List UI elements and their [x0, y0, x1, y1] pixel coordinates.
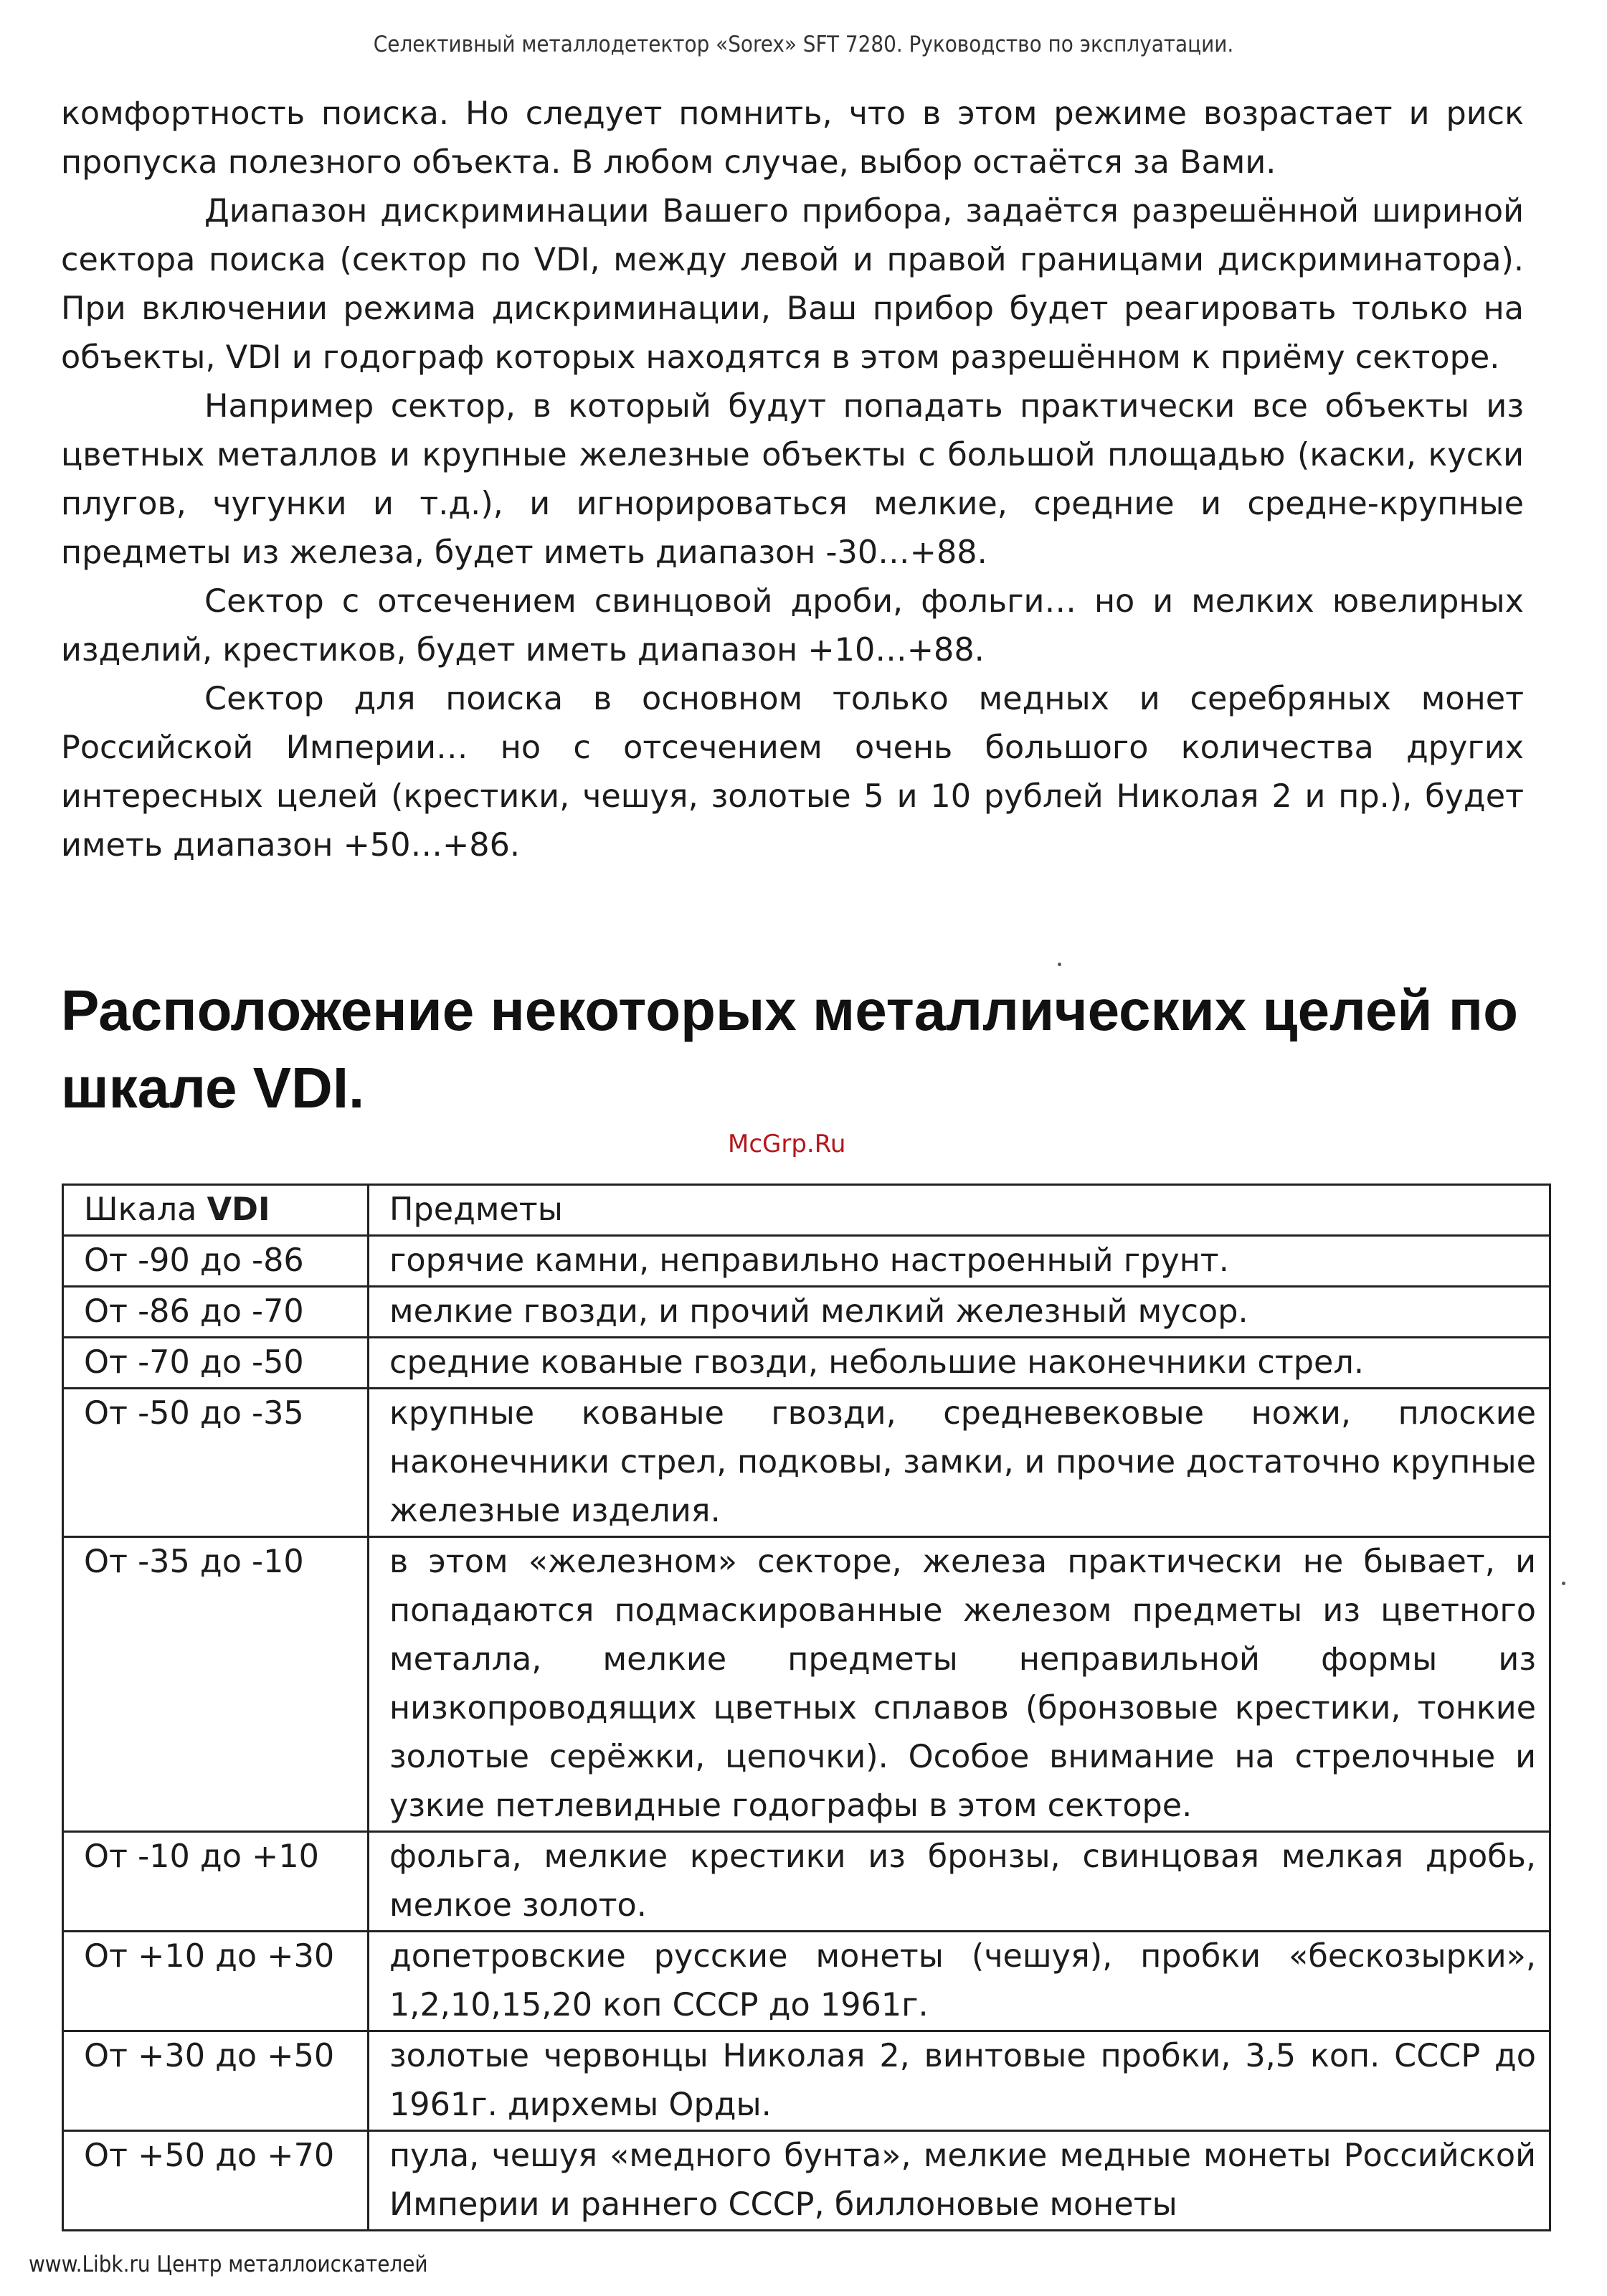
scale-cell: От +30 до +50	[63, 2031, 369, 2131]
table-row	[63, 1537, 1550, 1832]
items-cell: фольга, мелкие крестики из бронзы, свинцовая мелкая дробь, мелкое золото.	[369, 1832, 1550, 1932]
header-scale	[63, 1185, 369, 1236]
body-text	[61, 90, 1524, 870]
items-cell: крупные кованые гвозди, средневековые ножи, плоские наконечники стрел, подковы, замки, и прочие достаточно крупные железные изделия.	[369, 1389, 1550, 1537]
items-cell: золотые червонцы Николая 2, винтовые пробки, 3,5 коп. СССР до 1961г. дирхемы Орды.	[369, 2031, 1550, 2131]
items-cell: допетровские русские монеты (чешуя), пробки «бескозырки», 1,2,10,15,20 коп СССР до 1961г.	[369, 1932, 1550, 2031]
vdi-table	[62, 1184, 1551, 2231]
page-header: Селективный металлодетектор «Sorex» SFT 7280. Руководство по эксплуатации.	[373, 32, 1234, 57]
table-row	[63, 1389, 1550, 1537]
scale-cell: От +10 до +30	[63, 1932, 369, 2031]
items-cell: в этом «железном» секторе, железа практически не бывает, и попадаются подмаскированные железом предметы из цветного металла, мелкие предметы неправильной формы из низкопроводящих цветных сплавов (бронзовые крестики, тонкие золотые серёжки, цепочки). Особое внимание на стрелочные и узкие петлевидные годографы в этом секторе.	[369, 1537, 1550, 1832]
scan-speck	[1058, 963, 1061, 966]
scale-cell: От -50 до -35	[63, 1389, 369, 1537]
table-row	[63, 1832, 1550, 1932]
table-header-row	[63, 1185, 1550, 1236]
table-row	[63, 1287, 1550, 1338]
paragraph: Например сектор, в который будут попадать практически все объекты из цветных металлов и крупные железные объекты с большой площадью (каски, куски плугов, чугунки и т.д.), и игнорироваться мелкие, средние и средне-крупные предметы из железа, будет иметь диапазон -30…+88.	[61, 388, 1524, 571]
table-row	[63, 1338, 1550, 1389]
header-scale-bold: VDI	[207, 1191, 270, 1228]
paragraph: Сектор для поиска в основном только медных и серебряных монет Российской Империи… но с отсечением очень большого количества других интересных целей (крестики, чешуя, золотые 5 и 10 рублей Николая 2 и пр.), будет иметь диапазон +50…+86.	[61, 681, 1524, 864]
page-footer: www.Libk.ru Центр металлоискателей	[29, 2252, 428, 2277]
paragraph: Диапазон дискриминации Вашего прибора, задаётся разрешённой шириной сектора поиска (сектор по VDI, между левой и правой границами дискриминатора). При включении режима дискриминации, Ваш прибор будет реагировать только на объекты, VDI и годограф которых находятся в этом разрешённом к приёму секторе.	[61, 193, 1524, 376]
items-cell: мелкие гвозди, и прочий мелкий железный мусор.	[369, 1287, 1550, 1338]
table-row	[63, 2131, 1550, 2231]
items-cell: горячие камни, неправильно настроенный грунт.	[369, 1236, 1550, 1287]
scale-cell: От -10 до +10	[63, 1832, 369, 1932]
table-row	[63, 1236, 1550, 1287]
paragraph: комфортность поиска. Но следует помнить, что в этом режиме возрастает и риск пропуска полезного объекта. В любом случае, выбор остаётся за Вами.	[61, 95, 1524, 181]
scale-cell: От -90 до -86	[63, 1236, 369, 1287]
section-title: Расположение некоторых металлических целей по шкале VDI.	[61, 978, 1518, 1120]
watermark: McGrp.Ru	[728, 1130, 846, 1158]
items-cell: пула, чешуя «медного бунта», мелкие медные монеты Российской Империи и раннего СССР, биллоновые монеты	[369, 2131, 1550, 2231]
scale-cell: От -70 до -50	[63, 1338, 369, 1389]
items-cell: средние кованые гвозди, небольшие наконечники стрел.	[369, 1338, 1550, 1389]
paragraph: Сектор с отсечением свинцовой дроби, фольги… но и мелких ювелирных изделий, крестиков, будет иметь диапазон +10…+88.	[61, 583, 1524, 669]
scale-cell: От -35 до -10	[63, 1537, 369, 1832]
header-scale-prefix: Шкала	[84, 1191, 207, 1228]
table-row	[63, 1932, 1550, 2031]
header-items: Предметы	[369, 1185, 1550, 1236]
scale-cell: От +50 до +70	[63, 2131, 369, 2231]
table-row	[63, 2031, 1550, 2131]
scan-speck	[1562, 1582, 1565, 1585]
scale-cell: От -86 до -70	[63, 1287, 369, 1338]
